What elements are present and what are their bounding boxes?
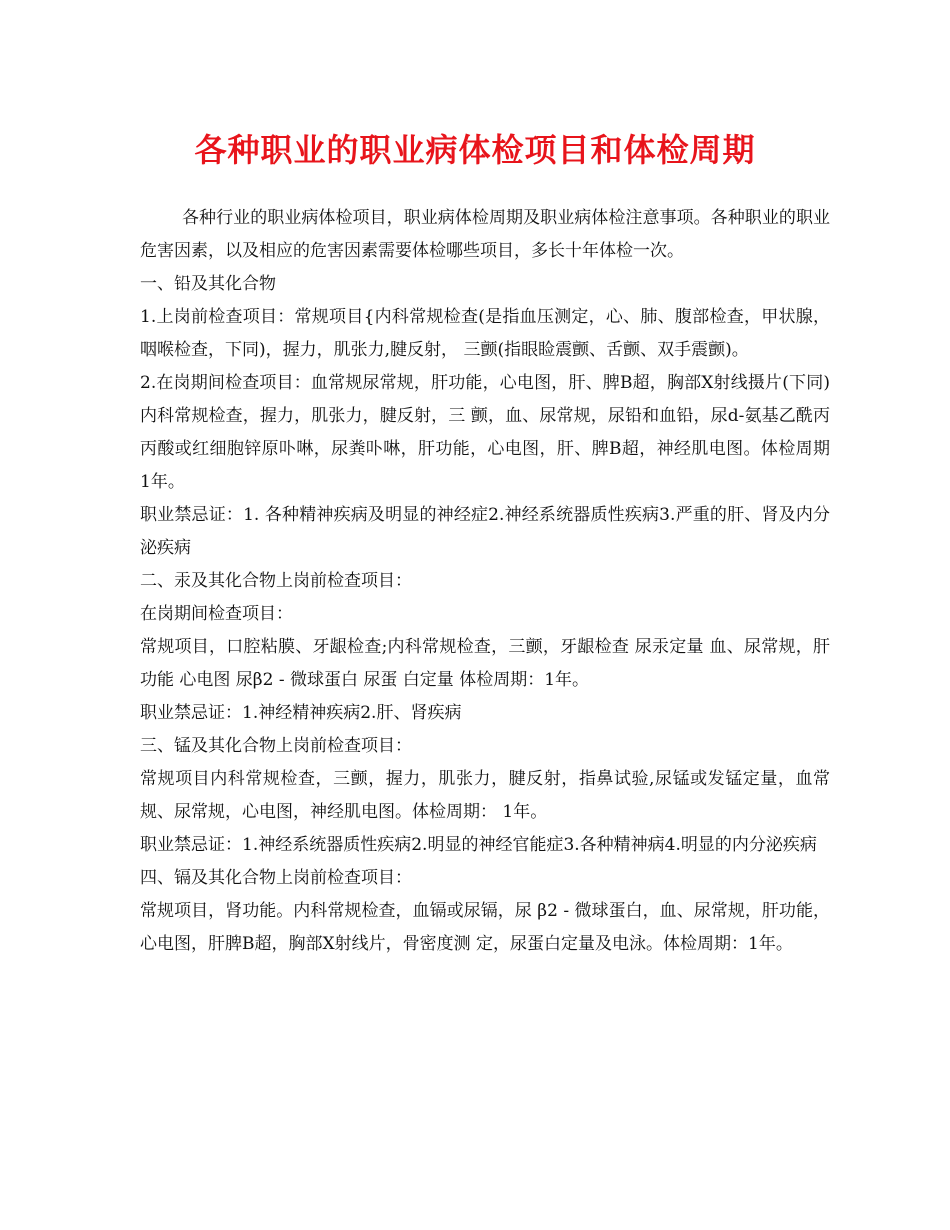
paragraph-cadmium-items: 常规项目，肾功能。内科常规检查，血镉或尿镉，尿 β2 - 微球蛋白，血、尿常规，肝功能，心电图，肝脾B超，胸部X射线片，骨密度测 定，尿蛋白定量及电泳。体检周期：1年。: [140, 901, 830, 954]
section-heading-manganese: 三、锰及其化合物上岗前检查项目：: [140, 736, 412, 756]
section-heading-lead: 一、铅及其化合物: [140, 274, 276, 294]
section-heading-cadmium: 四、镉及其化合物上岗前检查项目：: [140, 868, 412, 888]
paragraph-lead-contraindications: 职业禁忌证：1. 各种精神疾病及明显的神经症2.神经系统器质性疾病3.严重的肝、肾及内分泌疾病: [140, 505, 830, 558]
document-body: [140, 202, 830, 961]
paragraph-lead-on-job: 2.在岗期间检查项目：血常规尿常规，肝功能，心电图，肝、脾B超，胸部X射线摄片(下同)内科常规检查，握力，肌张力，腱反射，三 颤，血、尿常规，尿铅和血铅，尿d-氨基乙酰丙丙酸或红细胞锌原卟啉，尿粪卟啉，肝功能，心电图，肝、脾B超，神经肌电图。体检周期 1年。: [140, 373, 830, 492]
paragraph-mercury-contraindications: 职业禁忌证：1.神经精神疾病2.肝、肾疾病: [140, 703, 462, 723]
paragraph-mercury-on-job-heading: 在岗期间检查项目：: [140, 604, 293, 624]
paragraph-lead-pre-job: 1.上岗前检查项目：常规项目{内科常规检查(是指血压测定，心、肺、腹部检查，甲状腺，咽喉检查，下同)，握力，肌张力,腱反射， 三颤(指眼睑震颤、舌颤、双手震颤)。: [140, 307, 830, 360]
intro-paragraph: 各种行业的职业病体检项目，职业病体检周期及职业病体检注意事项。各种职业的职业危害因素，以及相应的危害因素需要体检哪些项目，多长十年体检一次。: [140, 208, 830, 261]
page-title: 各种职业的职业病体检项目和体检周期: [194, 131, 756, 169]
paragraph-manganese-items: 常规项目内科常规检查，三颤，握力，肌张力，腱反射，指鼻试验,尿锰或发锰定量，血常规、尿常规，心电图，神经肌电图。体检周期： 1年。: [140, 769, 830, 822]
paragraph-manganese-contraindications: 职业禁忌证：1.神经系统器质性疾病2.明显的神经官能症3.各种精神病4.明显的内分泌疾病: [140, 835, 817, 855]
paragraph-mercury-items: 常规项目，口腔粘膜、牙龈检查;内科常规检查，三颤，牙龈检查 尿汞定量 血、尿常规，肝功能 心电图 尿β2 - 微球蛋白 尿蛋 白定量 体检周期：1年。: [140, 637, 830, 690]
section-heading-mercury: 二、汞及其化合物上岗前检查项目：: [140, 571, 412, 591]
